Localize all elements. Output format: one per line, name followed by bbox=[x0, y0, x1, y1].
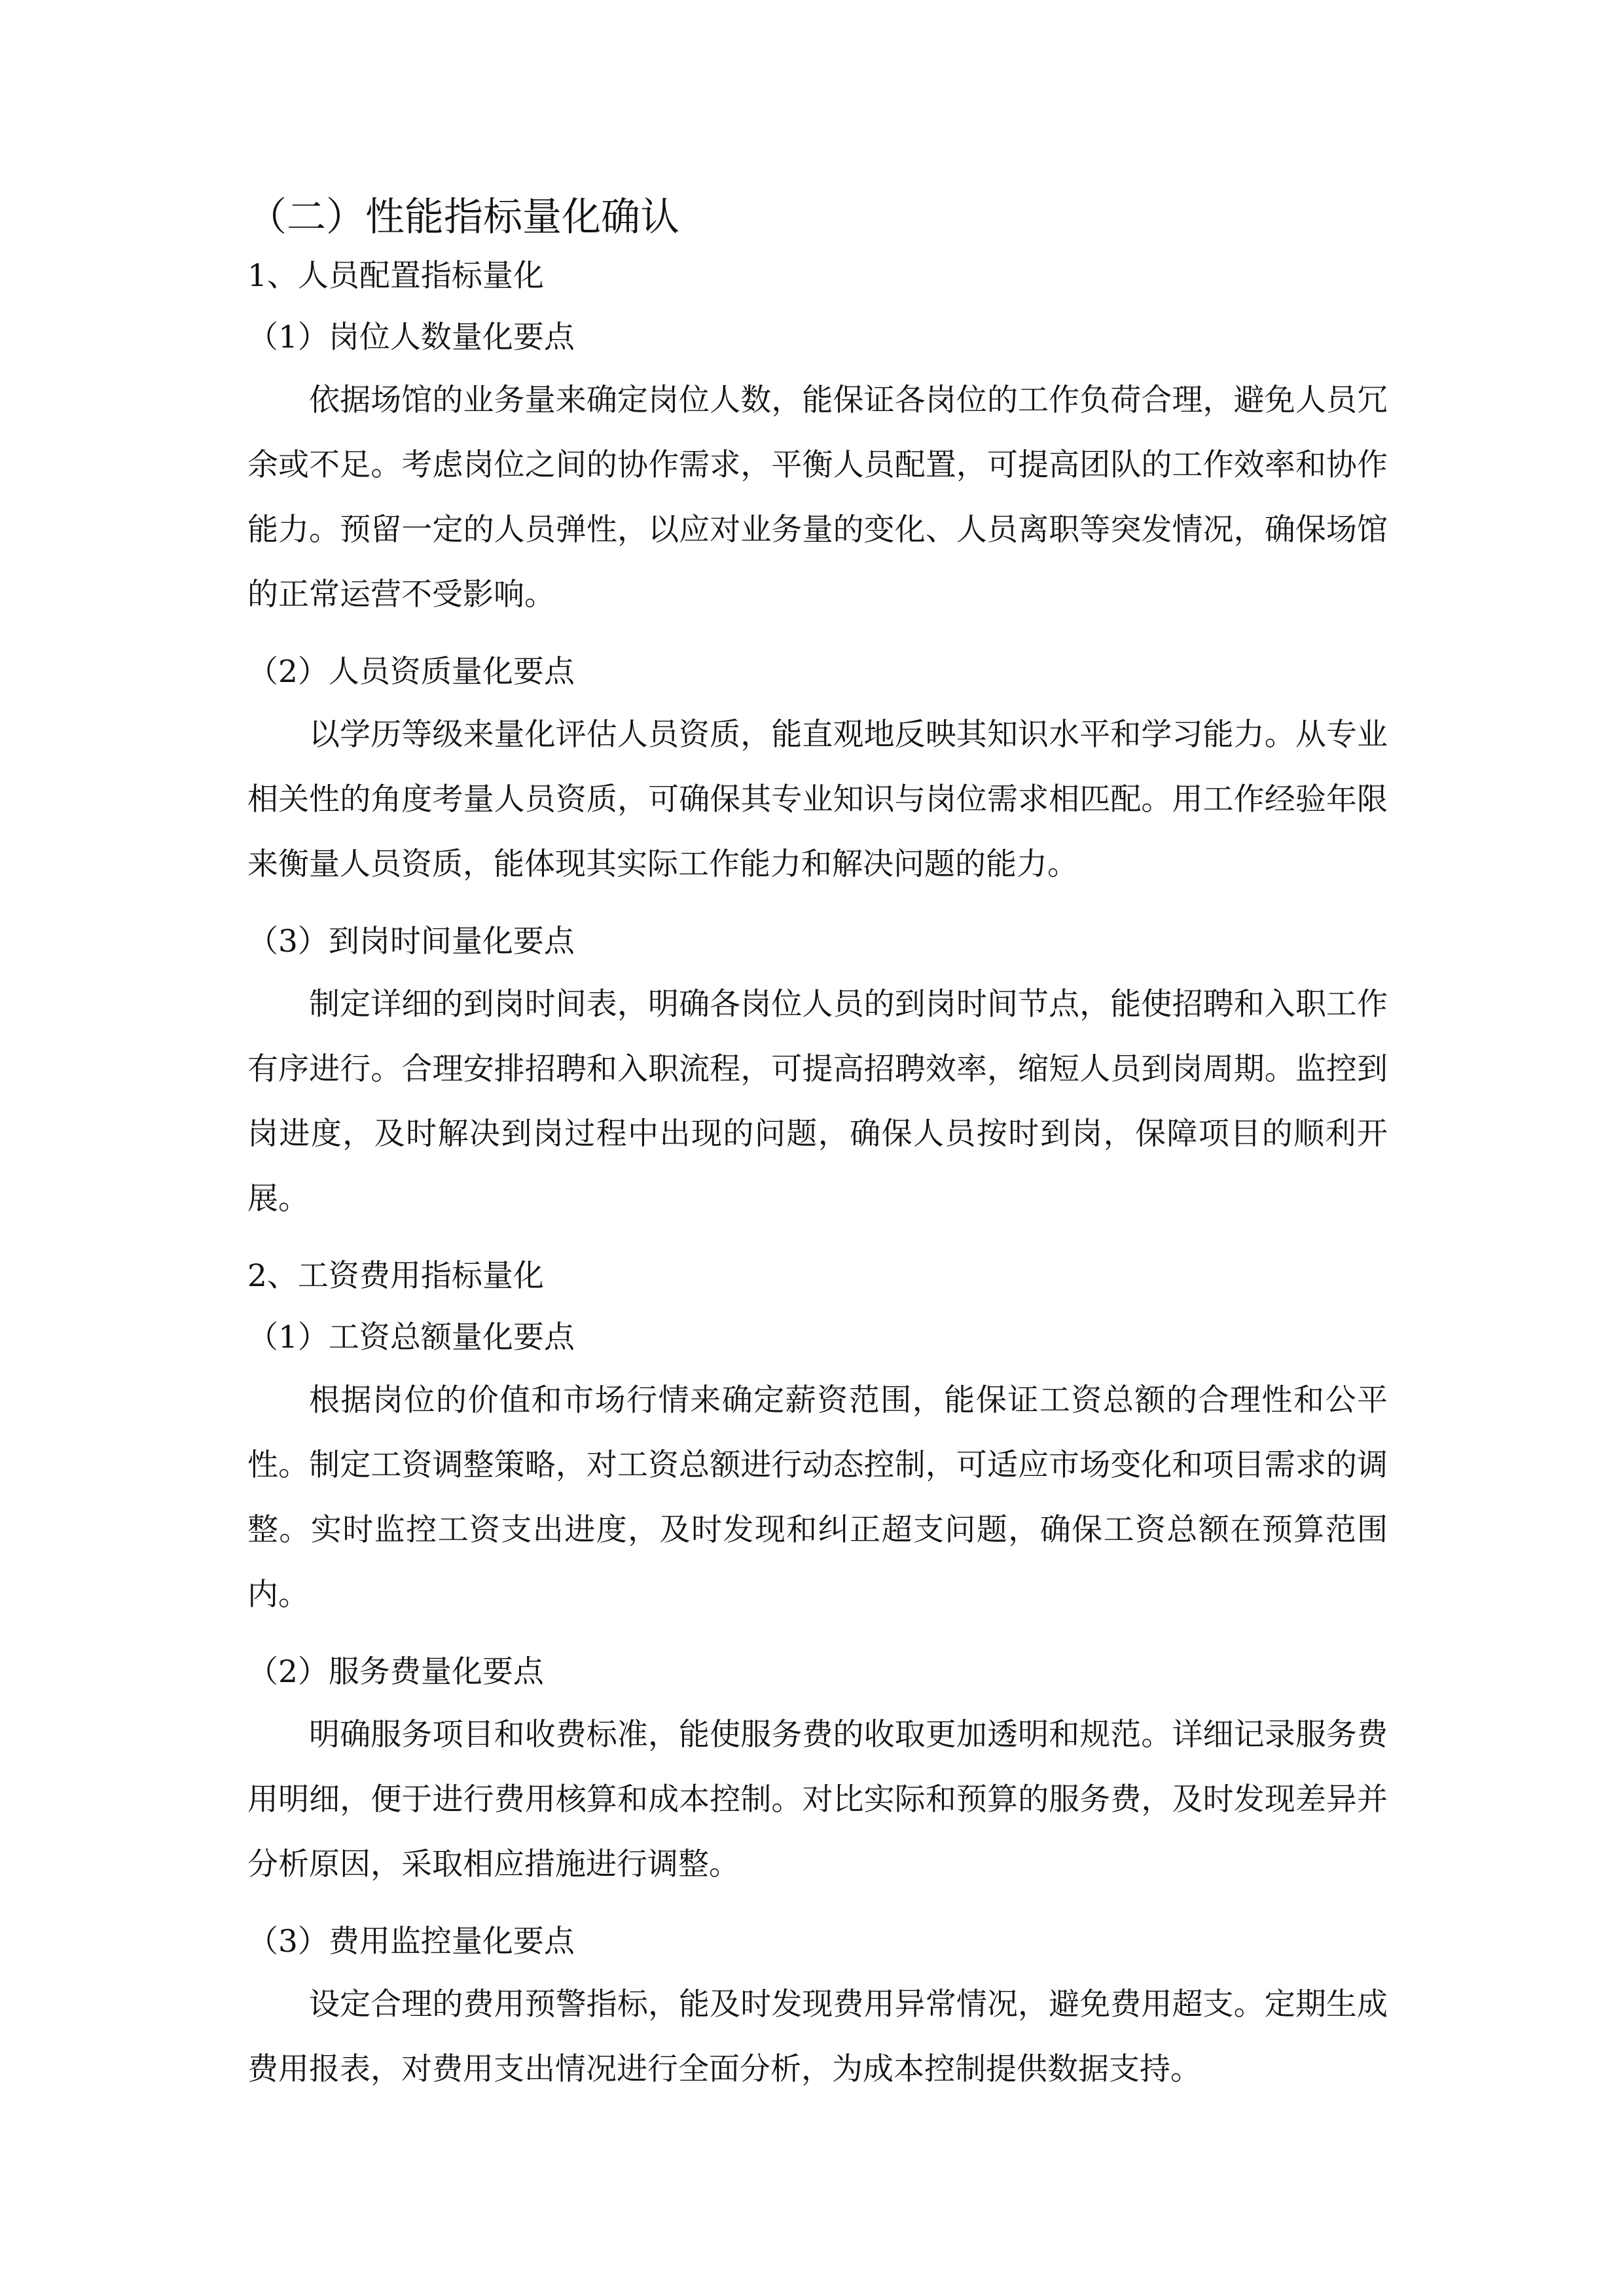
item-paragraph: 设定合理的费用预警指标，能及时发现费用异常情况，避免费用超支。定期生成费用报表，对费用支出情况进行全面分析，为成本控制提供数据支持。 bbox=[247, 1986, 1388, 2087]
item-title: （2）服务费量化要点 bbox=[247, 1654, 544, 1690]
section-title: （二）性能指标量化确认 bbox=[247, 194, 679, 240]
document-body bbox=[247, 191, 1388, 2123]
item-paragraph: 依据场馆的业务量来确定岗位人数，能保证各岗位的工作负荷合理，避免人员冗余或不足。考虑岗位之间的协作需求，平衡人员配置，可提高团队的工作效率和协作能力。预留一定的人员弹性，以应对业务量的变化、人员离职等突发情况，确保场馆的正常运营不受影响。 bbox=[247, 382, 1388, 613]
item-paragraph: 明确服务项目和收费标准，能使服务费的收取更加透明和规范。详细记录服务费用明细，便于进行费用核算和成本控制。对比实际和预算的服务费，及时发现差异并分析原因，采取相应措施进行调整。 bbox=[247, 1717, 1388, 1882]
item-paragraph: 根据岗位的价值和市场行情来确定薪资范围，能保证工资总额的合理性和公平性。制定工资调整策略，对工资总额进行动态控制，可适应市场变化和项目需求的调整。实时监控工资支出进度，及时发现和纠正超支问题，确保工资总额在预算范围内。 bbox=[247, 1382, 1388, 1613]
subsection-heading: 1、人员配置指标量化 bbox=[247, 258, 544, 294]
item-paragraph: 制定详细的到岗时间表，明确各岗位人员的到岗时间节点，能使招聘和入职工作有序进行。合理安排招聘和入职流程，可提高招聘效率，缩短人员到岗周期。监控到岗进度，及时解决到岗过程中出现的问题，确保人员按时到岗，保障项目的顺利开展。 bbox=[247, 986, 1388, 1217]
subsection-heading: 2、工资费用指标量化 bbox=[247, 1258, 544, 1294]
item-title: （1）工资总额量化要点 bbox=[247, 1319, 575, 1355]
item-paragraph: 以学历等级来量化评估人员资质，能直观地反映其知识水平和学习能力。从专业相关性的角度考量人员资质，可确保其专业知识与岗位需求相匹配。用工作经验年限来衡量人员资质，能体现其实际工作能力和解决问题的能力。 bbox=[247, 717, 1388, 882]
item-title: （1）岗位人数量化要点 bbox=[247, 319, 575, 355]
item-title: （2）人员资质量化要点 bbox=[247, 654, 575, 690]
item-title: （3）到岗时间量化要点 bbox=[247, 924, 575, 960]
item-title: （3）费用监控量化要点 bbox=[247, 1924, 575, 1960]
